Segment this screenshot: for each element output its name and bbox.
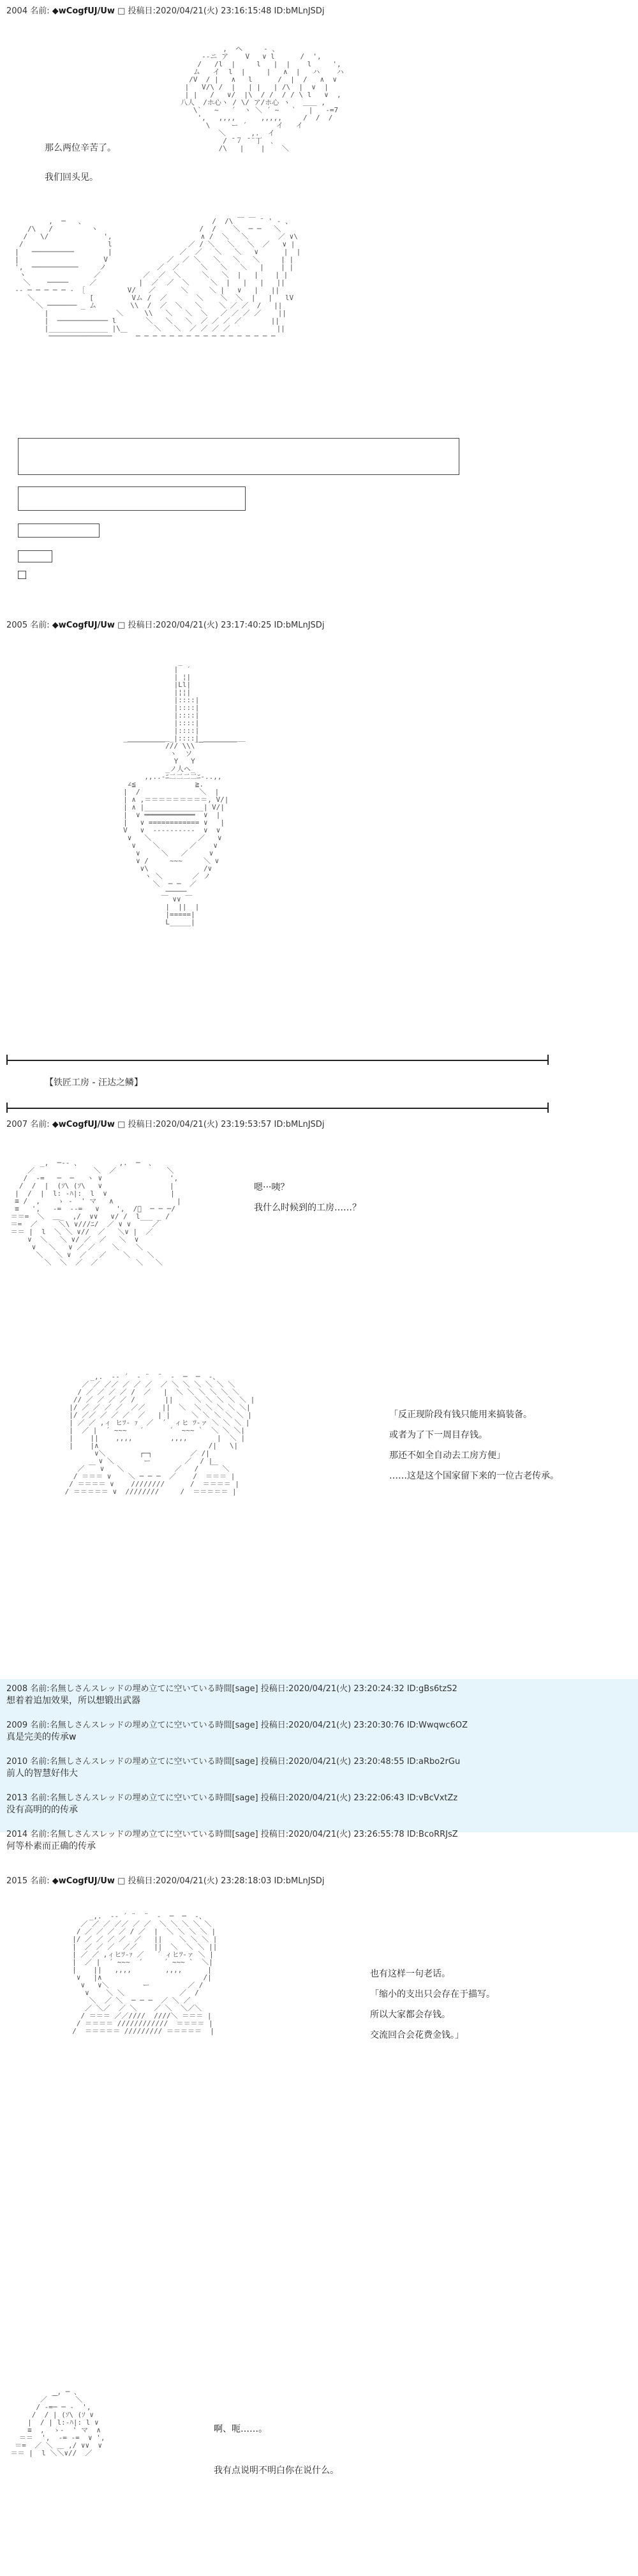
divider-tick: [6, 1055, 8, 1065]
dialogue-line: 或者为了下一周目存钱。: [389, 1430, 487, 1440]
poster-name[interactable]: ◆wCogfUJ/Uw: [52, 6, 115, 16]
name-label: 名前:: [30, 1876, 50, 1886]
reply-body: 没有高明的的传承: [6, 1805, 78, 1815]
reply-date: 2020/04/21(火) 23:20:48:55: [288, 1757, 404, 1766]
poster-name[interactable]: ◆wCogfUJ/Uw: [52, 1120, 115, 1129]
reply-header: [6, 1827, 638, 1839]
date-label: 投稿日:: [260, 1757, 289, 1766]
reply-date: 2020/04/21(火) 23:20:30:76: [288, 1721, 404, 1730]
divider-tick: [6, 1103, 8, 1113]
mail-icon: □: [117, 6, 126, 16]
reply-name[interactable]: 名無しさんスレッドの埋め立てに空いている時間: [49, 1721, 232, 1730]
reply-header: [6, 1718, 638, 1730]
divider-line: [6, 1060, 549, 1061]
blank-box: [18, 571, 26, 579]
post-header: [6, 4, 324, 16]
reply-id[interactable]: ID:vBcVxtZz: [406, 1793, 458, 1803]
post-id[interactable]: ID:bMLnJSDj: [274, 1876, 325, 1886]
post-header: [6, 1117, 324, 1129]
reply-body: 想着着追加效果，所以想锻出武器: [6, 1696, 140, 1706]
post-id[interactable]: ID:bMLnJSDj: [274, 6, 325, 16]
location-caption: 【铁匠工房 - 汪达之鳞】: [45, 1078, 143, 1088]
dialogue-line: ……这是这个国家留下来的一位古老传承。: [389, 1471, 559, 1481]
reply-date: 2020/04/21(火) 23:20:24:32: [288, 1684, 404, 1694]
dialogue-line: 那么两位辛苦了。: [45, 143, 116, 153]
reply-date: 2020/04/21(火) 23:22:06:43: [288, 1793, 404, 1803]
post-number: 2005: [6, 621, 28, 630]
dialogue-line: 我什么时候到的工房……？: [254, 1203, 361, 1213]
ascii-art-character: _, ─‐- 、 ,. ─ 、 ／ ＼ ／ ＼ / ‐= ─ ─ ヽ ∨ ', / / | (ｿ\ (ｿ\ ∨ | | / | l: ‐ﾊ|: l ∨ | ≡ / , ゝ ‐ ' マ ∧ | ≡ ', ‐= ‐‐= ∨ ', /ﾞ ─ ─ ─/ ＝＝= ＼ ＿_ ,/ ∨∨ ∨/ / l___ _ / ＝= ／ ＼\ ∨///ﾆ/ ／ ∨ ∨ ／ ＝＝ | l ＼ ＼ ∨// ／ ＼∨ | ／ ∨ ＼ ＼ ∨/ ／ ／ ＼ ∨ ∨ ＼ ∨ ／ ／ ＼ ＼ ＼ ＼ ∨ ／ ／ ＼ ＼ ＼ ＼ ／ ／ ＼ ＼: [10, 1159, 181, 1267]
post-date: 2020/04/21(火) 23:19:53:57: [155, 1120, 272, 1129]
post-date: 2020/04/21(火) 23:16:15:48: [155, 6, 272, 16]
date-label: 投稿日:: [128, 6, 156, 16]
reply-header: [6, 1682, 638, 1694]
name-label: 名前:: [30, 1120, 50, 1129]
reply-id[interactable]: ID:BcoRRJsZ: [406, 1830, 458, 1839]
dialogue-line: 嗯···咦？: [254, 1182, 290, 1193]
name-label: 名前:: [30, 1684, 50, 1694]
reply-body: 前人的智慧好伟大: [6, 1768, 78, 1779]
date-label: 投稿日:: [260, 1684, 289, 1694]
post-date: 2020/04/21(火) 23:17:40:25: [155, 621, 272, 630]
blank-box: [18, 550, 52, 562]
sage-tag: [sage]: [232, 1757, 258, 1766]
ascii-art-character-small: _, ─ 、 ／ ￣ ＼ / ‐=─ ─ ‐ ', / / | (ｿ\ (ｿ ∨ | / | l:‐ﾊ|: l ∨ ≡ , ゝ‐ ' マ ∧ ＝＝ ', ‐= ‐= ∨ ', ＝= ／ ＼ ＿ ,/ ∨∨ ∨ ＝＝ | l ＼＼∨// ／: [10, 2388, 105, 2457]
reply-number: 2009: [6, 1721, 28, 1730]
date-label: 投稿日:: [260, 1830, 289, 1839]
reply-block: [0, 1679, 638, 1851]
name-label: 名前:: [30, 1793, 50, 1803]
divider-line: [6, 1108, 549, 1109]
ascii-art-sword-statue: _ | ′ | ¦| |Ll| |¦¦| |::::| |::::| |::::| |::::| |::::| ＿＿＿＿＿＿_|::::|_＿＿＿＿＿＿ ￣￣￣￣￣￣/// \\\￣￣￣￣￣￣ ヽ ソ Y Y _ノ人ヘ_ ,,..-ﾆ二二二二ﾆ-..,, ∠≦ ≧. | / ＼ | | ∧ ,＝＝＝＝＝＝＝＝＝, V/| | ∧ |______________| V/| | ∨ ════════════ ∨ | | ∨ ============ ∨ | V ∨ ---------- ∨ ∨ ∨ ＼ ／ ∨ ∨ ＼ ／ ∨ ∨ ＼ ／ ∨ ∨ / ~~~ ＼ ∨ ∨\ /∨ ヽ ＼ ／ ノ ＼ ─ ─ ／ ───── ￣ ∨∨ ￣ | || | |=====| L_____|: [123, 658, 246, 926]
sage-tag: [sage]: [232, 1793, 258, 1803]
post-date: 2020/04/21(火) 23:28:18:03: [155, 1876, 272, 1886]
reply-date: 2020/04/21(火) 23:26:55:78: [288, 1830, 404, 1839]
date-label: 投稿日:: [128, 1876, 156, 1886]
reply-name[interactable]: 名無しさんスレッドの埋め立てに空いている時間: [49, 1684, 232, 1694]
post-number: 2007: [6, 1120, 28, 1129]
reply-id[interactable]: ID:aRbo2rGu: [406, 1757, 461, 1766]
sage-tag: [sage]: [232, 1830, 258, 1839]
ascii-art-character: _,. -‐ ´ ¨ ¨ ‐ ─ ─ -、 ／ ／ ／ ／／ ／ ／ ＼ ＼ ＼ ＼ ＼ / ／ ／ ／ ／ / ／ | ＼ ＼ ＼ ＼ | |/ ／ ／ ／ ／ ／ || ＼ ＼ ＼ | | ／ ／ ／ ／／ || ＼ ＼ ＼ || | ／ ／ ,ィヒﾂ‐ｧ ／ ´ ィヒﾂ‐ァ ＼ | | ／ | ´ ~~~ ´ ´ ~~~ ` ＼| | || ,,,, ,,,, | ∨ |∧ /| ∨ ∨＼ ー ／ / ∨ ＼ ＼ ／ / ＼ ／ ＼ ─ ─ ─ ／ ＼ ／ ／ ＼／ ／ ＼ ／ ＼ ＼／＼ / ＝＝＝ ／／//// ////＼ ＝＝＝ | / ＝＝＝＝ //////////// ＝＝＝＝ | / ＝＝＝＝＝ ///////// ＝＝＝＝＝ |: [72, 1912, 218, 2035]
divider-tick: [547, 1055, 549, 1065]
mail-icon: □: [117, 621, 126, 630]
blank-box: [18, 486, 246, 511]
reply-body: 何等朴素而正确的传承: [6, 1841, 96, 1851]
dialogue-line: 我有点说明不明白你在说什么。: [214, 2466, 339, 2476]
mail-icon: □: [117, 1120, 126, 1129]
date-label: 投稿日:: [128, 1120, 156, 1129]
name-label: 名前:: [30, 6, 50, 16]
dialogue-line: 「缩小的支出只会存在于描写。: [370, 1989, 495, 2000]
post-id[interactable]: ID:bMLnJSDj: [274, 1120, 325, 1129]
date-label: 投稿日:: [128, 621, 156, 630]
poster-name[interactable]: ◆wCogfUJ/Uw: [52, 1876, 115, 1886]
post-header: [6, 1874, 324, 1886]
blank-box: [18, 438, 459, 475]
dialogue-line: 所以大家都会存钱。: [370, 2010, 450, 2020]
dialogue-line: 也有这样一句老话。: [370, 1969, 450, 1979]
reply-number: 2013: [6, 1793, 28, 1803]
post-number: 2015: [6, 1876, 28, 1886]
ascii-art-character: , ヘ ‐ 、 -‐ニ ア V ∨ l / ', / /l | l | | l ', ム イ l | | ∧ | ハ ハ /V / | ∧ l / | / ∧ ∨ | V/\ / | | | | /\ | ∨ | | | / ∨/ |\ / / / / \ l ∨ , 八人 /ホ心ヽ / \/ ア/ホ心 ヽ ＿＿ , \` ~ ´ ヽ ＼ ´ ~ ` | ‐=7 ', ,,,, ,,,,, / / / \ ー ´ イ イ ＼ ,. イ / ̄ ７ ̄ ¨丁 ､ /\ | | ＼: [180, 45, 344, 153]
reply-body: 真是完美的传承w: [6, 1732, 77, 1742]
reply-number: 2008: [6, 1684, 28, 1694]
dialogue-line: 交流回合会花费金钱。」: [370, 2030, 464, 2040]
reply-header: [6, 1791, 638, 1803]
reply-name[interactable]: 名無しさんスレッドの埋め立てに空いている時間: [49, 1793, 232, 1803]
date-label: 投稿日:: [260, 1721, 289, 1730]
dialogue-line: 我们回头见。: [45, 172, 98, 183]
reply-header: [6, 1754, 638, 1766]
reply-number: 2014: [6, 1830, 28, 1839]
post-id[interactable]: ID:bMLnJSDj: [274, 621, 325, 630]
dialogue-line: 那还不如全自动去工房方便」: [389, 1450, 505, 1461]
dialogue-line: 「反正现阶段有钱只能用来搞装备。: [389, 1410, 532, 1420]
ascii-art-character-closeup: _,. -‐ ´ ‐ ¨ ¨ ‐ ─ ─ -、 ／ ／ ／／ ／ ／ ／ ／ ＼ ＼ ＼ ＼ ＼ ＼ / ／ ／ ／ ／ / ／ | ＼ ＼ ＼ ＼ ＼ ＼ // ／ ／ ／ ／ / || ＼ ＼ ＼ ＼ ＼ | |/ ／ ／ ／ ／ ／／ || ＼ ＼ ＼ ＼ ＼ ＼| |/ ／／ ／ ／ ／ ／ | | ＼ ＼ ＼ ＼ ＼ | | ／ ／ ,ィ ヒﾂ‐ ｧ ／ ´ ィヒ ﾂ‐ァ ＼ ＼ ＼ | | ／ | ´ ~~~ ´ ´ ~~~ ` ＼ ＼ ＼| | || ,,,, ,,,, | ＼ | | |∧ /| \| ∨＼ ┌─┐ ／ /| ∨ ＼ ー ／ / | ／ ￣ ∨ ＼ ／ / ￣ ＼ / ＝＝＝ ∨ ＼ ─ ─ ─ ／ / ＝＝＝ | / ＝＝＝＝ ∨ //////// / ＝＝＝＝ | / ＝＝＝＝＝ ∨ //////// / ＝＝＝＝＝ |: [64, 1373, 255, 1496]
name-label: 名前:: [30, 1721, 50, 1730]
reply-number: 2010: [6, 1757, 28, 1766]
reply-id[interactable]: ID:gBs6tzS2: [406, 1684, 457, 1694]
mail-icon: □: [117, 1876, 126, 1886]
name-label: 名前:: [30, 621, 50, 630]
poster-name[interactable]: ◆wCogfUJ/Uw: [52, 621, 115, 630]
name-label: 名前:: [30, 1830, 50, 1839]
sage-tag: [sage]: [232, 1721, 258, 1730]
date-label: 投稿日:: [260, 1793, 289, 1803]
reply-name[interactable]: 名無しさんスレッドの埋め立てに空いている時間: [49, 1830, 232, 1839]
reply-id[interactable]: ID:Wwqwc6OZ: [406, 1721, 468, 1730]
sage-tag: [sage]: [232, 1684, 258, 1694]
divider-tick: [547, 1103, 549, 1113]
blank-box: [18, 523, 100, 538]
post-header: [6, 618, 324, 630]
dialogue-line: 啊、呃……。: [214, 2424, 267, 2434]
post-number: 2004: [6, 6, 28, 16]
ascii-art-scene: , ─ 、 / /\ ￣ ￣ ¨ ' ‐ 、 /\ / ヽ / / ＼ ─ ─ ＼ / \/ ', ∧ / ＼ ＼ ／ ∨\ / l ／ / ＼ ＼ ＼ ／ ∨ | | ────────── | ／ ／ ＼ ＼ ∨ | | | V ／ ／ ＼ ＼ ＼ ＼ | | ', ─────────── ノ ／ ／ ＼ ＼ ＼ | | | ヽ ／ ／ ／ ＼ ＼ ＼ | | | | ＼ ───── ／ | ／ ／ ＼ ＼ | | | || ‐- ─ ─ ─ ─ ─ ‐ ［ V/ ／ ＼ ＼ | ∨ | || ＼ [ Vム / ／ ＼ ＼ ＼ | | lV ＼ ─────── _ ム \\ / ／ ＼ ＼ ＼ ／ ／ / || | ＼ \\ ＼ ＼ ＼ ／ ／ ／ ／ || | ──────────── l ＼ ＼ ＼ ／ ／ ／ ／ || |______________ |\ ＼ ＼ ／ ／ ／ ／ || ─────────────── ￣ ─ ─ ─ ─ ─ ─ ─ ─ ─ ─ ─ ─ ─ ─ ─ ─ ─: [15, 217, 301, 340]
name-label: 名前:: [30, 1757, 50, 1766]
reply-name[interactable]: 名無しさんスレッドの埋め立てに空いている時間: [49, 1757, 232, 1766]
